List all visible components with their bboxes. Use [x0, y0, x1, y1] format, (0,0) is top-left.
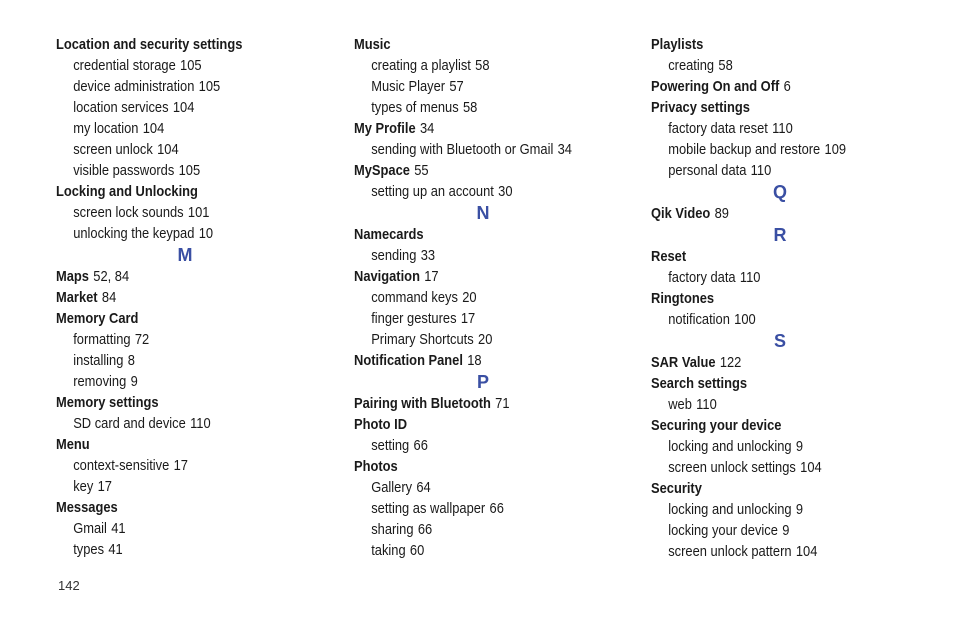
index-term: creating: [668, 57, 715, 74]
index-page-ref: 100: [734, 311, 756, 328]
index-sub-entry: [56, 55, 305, 76]
index-sub-entry: [56, 202, 305, 223]
index-term: Menu: [56, 436, 90, 453]
index-term: my location: [73, 120, 139, 137]
index-term: Playlists: [651, 36, 704, 53]
index-page-ref: 71: [495, 395, 510, 412]
index-page-ref: 58: [475, 57, 490, 74]
index-sub-entry: [354, 245, 603, 266]
index-main-entry: [354, 266, 603, 287]
index-sub-entry: [354, 519, 603, 540]
index-column-2: [354, 34, 644, 561]
index-term: setting: [371, 437, 410, 454]
index-page-ref: 105: [178, 162, 201, 179]
index-main-entry: [651, 203, 900, 224]
index-term: Photos: [354, 458, 398, 475]
index-sub-entry: [56, 371, 305, 392]
index-main-entry: [651, 97, 900, 118]
index-term: Navigation: [354, 268, 420, 285]
index-main-entry: [651, 373, 900, 394]
index-sub-entry: [354, 477, 603, 498]
index-page-ref: 17: [460, 310, 476, 327]
index-term: screen unlock pattern: [668, 543, 792, 560]
index-sub-entry: [56, 139, 305, 160]
index-term: screen lock sounds: [73, 204, 184, 221]
index-term: SD card and device: [73, 415, 186, 432]
index-main-entry: [56, 287, 305, 308]
index-page-ref: 104: [795, 543, 818, 560]
index-sub-entry: [354, 308, 603, 329]
index-term: sending with Bluetooth or Gmail: [371, 141, 554, 158]
index-term: installing: [73, 352, 124, 369]
index-main-entry: [354, 224, 603, 245]
index-sub-entry: [56, 223, 305, 244]
index-term: locking and unlocking: [668, 501, 792, 518]
index-page-ref: 101: [187, 204, 210, 221]
index-main-entry: [56, 434, 305, 455]
index-term: Memory Card: [56, 310, 139, 327]
index-page-ref: 84: [101, 289, 117, 306]
index-term: Reset: [651, 248, 687, 265]
index-main-entry: [651, 415, 900, 436]
index-term: Maps: [56, 268, 89, 285]
index-page-ref: 30: [498, 183, 513, 200]
index-main-entry: [56, 392, 305, 413]
index-term: command keys: [371, 289, 458, 306]
index-term: Location and security settings: [56, 36, 243, 53]
index-sub-entry: [56, 97, 305, 118]
index-sub-entry: [354, 498, 603, 519]
index-sub-entry: [354, 55, 603, 76]
index-letter-heading: S: [773, 331, 786, 351]
index-sub-entry: [651, 55, 900, 76]
index-page-ref: 105: [198, 78, 221, 95]
index-page-ref: 66: [413, 437, 428, 454]
index-page-ref: 58: [462, 99, 478, 116]
index-sub-entry: [651, 139, 900, 160]
index-page-ref: 9: [795, 501, 804, 518]
index-page-ref: 20: [462, 289, 477, 306]
index-sub-entry: [651, 436, 900, 457]
index-term: SAR Value: [651, 354, 716, 371]
index-sub-entry: [651, 160, 900, 181]
index-term: mobile backup and restore: [668, 141, 821, 158]
index-page-ref: 18: [467, 352, 482, 369]
index-sub-entry: [651, 499, 900, 520]
index-page-ref: 110: [696, 396, 717, 413]
index-page-ref: 58: [718, 57, 733, 74]
index-term: device administration: [73, 78, 195, 95]
index-main-entry: [651, 76, 900, 97]
index-page-ref: 6: [783, 78, 791, 95]
index-main-entry: [354, 456, 603, 477]
index-sub-entry: [651, 394, 900, 415]
page-number: 142: [58, 578, 80, 593]
index-main-entry: [56, 266, 305, 287]
index-page-ref: 64: [416, 479, 431, 496]
index-page-ref: 9: [130, 373, 138, 390]
index-sub-entry: [354, 540, 603, 561]
index-term: MySpace: [354, 162, 410, 179]
index-term: key: [73, 478, 94, 495]
index-page-ref: 34: [557, 141, 572, 158]
index-main-entry: [56, 181, 305, 202]
index-term: removing: [73, 373, 127, 390]
index-sub-entry: [56, 518, 305, 539]
index-term: credential storage: [73, 57, 176, 74]
index-term: visible passwords: [73, 162, 175, 179]
index-term: Gmail: [73, 520, 107, 537]
index-sub-entry: [56, 118, 305, 139]
index-term: Namecards: [354, 226, 424, 243]
index-page-ref: 72: [134, 331, 150, 348]
index-page-ref: 110: [750, 162, 772, 179]
index-page-ref: 104: [142, 120, 165, 137]
index-term: setting as wallpaper: [371, 500, 486, 517]
index-term: taking: [371, 542, 406, 559]
index-sub-entry: [56, 76, 305, 97]
index-term: factory data: [668, 269, 736, 286]
index-page-ref: 110: [739, 269, 761, 286]
index-sub-entry: [56, 329, 305, 350]
index-term: Photo ID: [354, 416, 408, 433]
index-term: formatting: [73, 331, 131, 348]
index-term: Securing your device: [651, 417, 782, 434]
index-sub-entry: [56, 455, 305, 476]
index-term: sharing: [371, 521, 414, 538]
index-term: Music Player: [371, 78, 446, 95]
index-letter-heading: N: [476, 203, 490, 223]
index-main-entry: [651, 478, 900, 499]
index-term: unlocking the keypad: [73, 225, 195, 242]
index-page-ref: 9: [795, 438, 804, 455]
index-page-ref: 9: [782, 522, 790, 539]
index-page-ref: 104: [157, 141, 179, 158]
index-page-ref: 17: [97, 478, 112, 495]
index-main-entry: [56, 497, 305, 518]
index-page-ref: 55: [414, 162, 429, 179]
index-page-ref: 105: [180, 57, 202, 74]
index-page-ref: 17: [424, 268, 439, 285]
index-term: locking and unlocking: [668, 438, 792, 455]
index-main-entry: [651, 34, 900, 55]
index-term: web: [668, 396, 692, 413]
index-term: Notification Panel: [354, 352, 463, 369]
index-main-entry: [56, 34, 305, 55]
index-page-ref: 34: [419, 120, 435, 137]
index-sub-entry: [354, 329, 603, 350]
index-page-ref: 33: [420, 247, 436, 264]
index-sub-entry: [56, 160, 305, 181]
index-main-entry: [354, 160, 603, 181]
index-page-ref: 104: [800, 459, 822, 476]
index-term: personal data: [668, 162, 747, 179]
index-letter-heading: R: [773, 225, 787, 245]
index-sub-entry: [56, 476, 305, 497]
index-page-ref: 122: [719, 354, 742, 371]
index-page-ref: 109: [824, 141, 847, 158]
index-term: screen unlock: [73, 141, 153, 158]
index-term: types of menus: [371, 99, 459, 116]
index-page-ref: 10: [198, 225, 214, 242]
index-sub-entry: [354, 76, 603, 97]
index-main-entry: [651, 246, 900, 267]
index-column-1: [56, 34, 346, 560]
index-main-entry: [354, 118, 603, 139]
index-sub-entry: [56, 350, 305, 371]
index-page-ref: 20: [478, 331, 493, 348]
index-main-entry: [354, 393, 603, 414]
index-main-entry: [651, 288, 900, 309]
index-term: context-sensitive: [73, 457, 170, 474]
index-term: setting up an account: [371, 183, 494, 200]
index-main-entry: [56, 308, 305, 329]
index-page-ref: 57: [449, 78, 464, 95]
index-letter-heading: P: [476, 372, 489, 392]
index-main-entry: [354, 350, 603, 371]
index-term: Privacy settings: [651, 99, 750, 116]
index-sub-entry: [651, 457, 900, 478]
index-term: Memory settings: [56, 394, 159, 411]
index-sub-entry: [651, 267, 900, 288]
index-page-ref: 110: [190, 415, 211, 432]
index-main-entry: [354, 414, 603, 435]
index-term: Messages: [56, 499, 118, 516]
index-page-ref: 8: [127, 352, 135, 369]
index-sub-entry: [354, 287, 603, 308]
index-term: My Profile: [354, 120, 416, 137]
index-sub-entry: [651, 309, 900, 330]
index-letter-heading: Q: [772, 182, 787, 202]
index-page-ref: 89: [714, 205, 729, 222]
index-term: Locking and Unlocking: [56, 183, 198, 200]
index-sub-entry: [56, 413, 305, 434]
index-term: locking your device: [668, 522, 778, 539]
index-page-ref: 17: [173, 457, 188, 474]
index-page-ref: 66: [417, 521, 433, 538]
index-sub-entry: [354, 139, 603, 160]
index-sub-entry: [354, 181, 603, 202]
index-term: finger gestures: [371, 310, 457, 327]
index-term: factory data reset: [668, 120, 768, 137]
index-term: Music: [354, 36, 391, 53]
index-page-ref: 41: [111, 520, 126, 537]
index-main-entry: [651, 352, 900, 373]
index-sub-entry: [354, 97, 603, 118]
index-main-entry: [354, 34, 603, 55]
index-term: Qik Video: [651, 205, 711, 222]
index-term: notification: [668, 311, 730, 328]
index-term: location services: [73, 99, 169, 116]
index-term: Market: [56, 289, 98, 306]
index-page-ref: 66: [489, 500, 504, 517]
index-sub-entry: [651, 520, 900, 541]
index-page-ref: 60: [409, 542, 425, 559]
index-term: Gallery: [371, 479, 413, 496]
index-page-ref: 52, 84: [93, 268, 130, 285]
index-term: Security: [651, 480, 702, 497]
index-term: types: [73, 541, 105, 558]
index-sub-entry: [56, 539, 305, 560]
index-letter-heading: M: [177, 245, 193, 265]
index-sub-entry: [354, 435, 603, 456]
index-term: sending: [371, 247, 417, 264]
index-page-ref: 110: [772, 120, 793, 137]
index-sub-entry: [651, 118, 900, 139]
index-page-ref: 104: [172, 99, 195, 116]
index-term: screen unlock settings: [668, 459, 796, 476]
index-term: Ringtones: [651, 290, 715, 307]
index-term: creating a playlist: [371, 57, 471, 74]
index-term: Powering On and Off: [651, 78, 780, 95]
index-term: Pairing with Bluetooth: [354, 395, 491, 412]
index-sub-entry: [651, 541, 900, 562]
index-page-ref: 41: [108, 541, 123, 558]
index-column-3: [651, 34, 941, 562]
index-term: Search settings: [651, 375, 748, 392]
index-term: Primary Shortcuts: [371, 331, 474, 348]
